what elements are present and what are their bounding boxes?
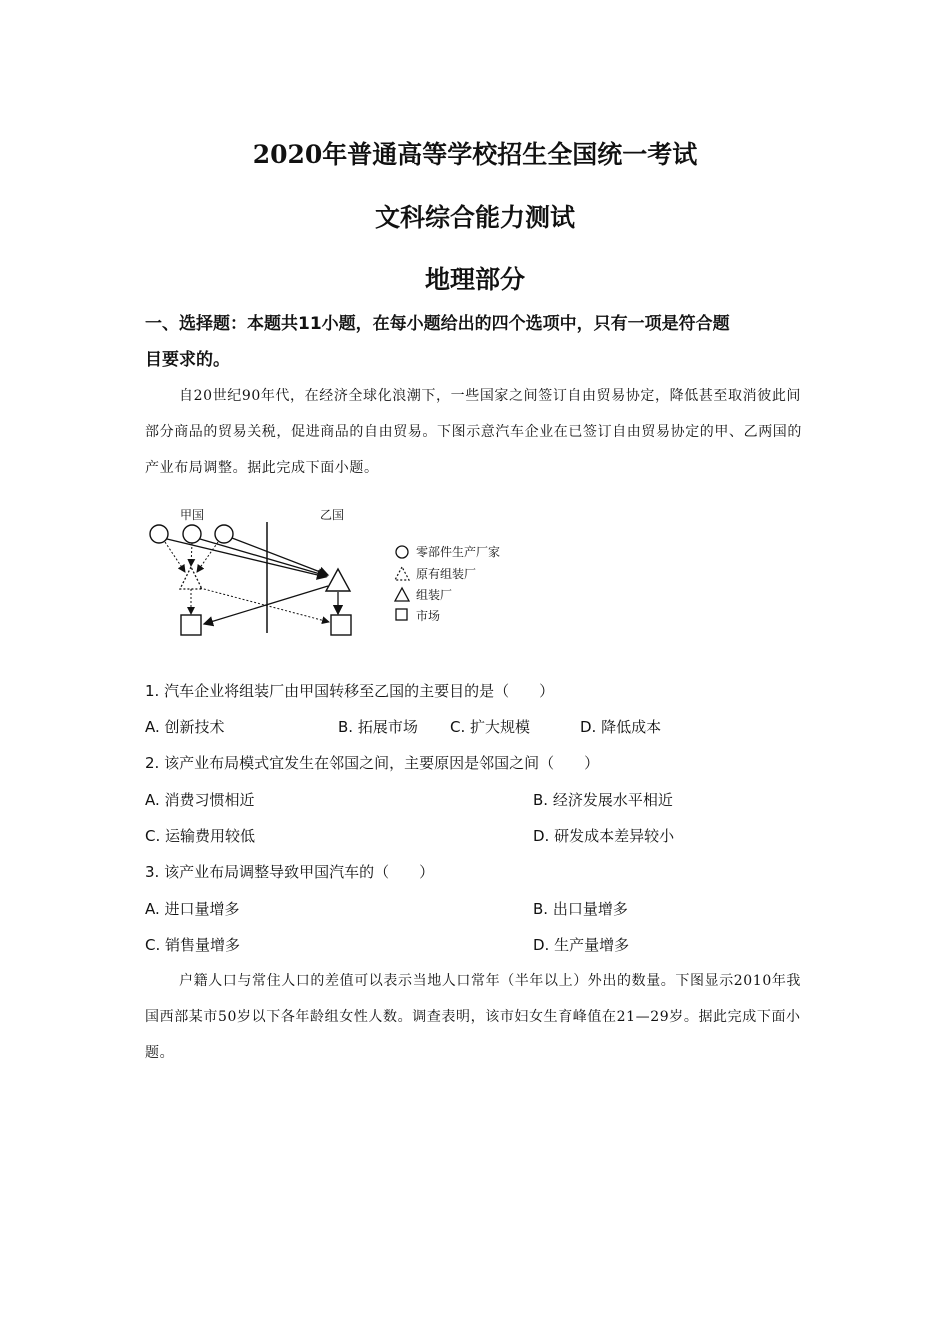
legend-old-plant: 原有组装厂: [416, 567, 477, 581]
question-1-option-d[interactable]: D. 降低成本: [580, 718, 662, 736]
country-b-label: 乙国: [320, 508, 345, 522]
section-heading-line2: 目要求的。: [145, 350, 230, 370]
question-2-stem: 2. 该产业布局模式宜发生在邻国之间，主要原因是邻国之间（ ）: [145, 754, 600, 772]
legend-plant: 组装厂: [416, 588, 453, 602]
flow-solid-3: [232, 538, 328, 575]
question-1-option-c[interactable]: C. 扩大规模: [450, 718, 531, 736]
passage-1: 自20世纪90年代，在经济全球化浪潮下，一些国家之间签订自由贸易协定，降低甚至取消彼此间部分商品的贸易关税，促进商品的自由贸易。下图示意汽车企业在已签订自由贸易协定的甲、乙两国的产业布局调整。据此完成下面小题。: [145, 388, 802, 476]
flow-solid-2: [200, 539, 327, 576]
question-1-option-a[interactable]: A. 创新技术: [145, 718, 225, 736]
flow-solid-4: [204, 586, 328, 624]
legend-market: 市场: [416, 609, 441, 623]
legend-triangle-icon: [395, 588, 409, 601]
parts-factory-2: [183, 525, 201, 543]
page-title: 2020年普通高等学校招生全国统一考试: [252, 140, 698, 169]
legend-circle-icon: [396, 546, 408, 558]
legend-dashed-triangle-icon: [395, 567, 409, 580]
section-heading-line1: 一、选择题：本题共11小题，在每小题给出的四个选项中，只有一项是符合题: [145, 314, 730, 334]
question-2-option-d[interactable]: D. 研发成本差异较小: [533, 827, 675, 845]
section-heading: [145, 306, 810, 378]
flow-dotted-2: [191, 543, 192, 566]
market-country-a: [181, 615, 201, 635]
legend-parts: 零部件生产厂家: [416, 545, 501, 559]
question-3-option-d[interactable]: D. 生产量增多: [533, 936, 630, 954]
question-1-stem: 1. 汽车企业将组装厂由甲国转移至乙国的主要目的是（ ）: [145, 682, 555, 700]
question-2-option-a[interactable]: A. 消费习惯相近: [145, 791, 255, 809]
market-country-b: [331, 615, 351, 635]
parts-factory-3: [215, 525, 233, 543]
question-3-option-c[interactable]: C. 销售量增多: [145, 936, 241, 954]
question-1-option-b[interactable]: B. 拓展市场: [338, 718, 418, 736]
industry-layout-diagram: [140, 500, 540, 650]
question-3-option-a[interactable]: A. 进口量增多: [145, 900, 240, 918]
section-title: 地理部分: [424, 265, 525, 294]
flow-dotted-1: [165, 542, 185, 572]
question-2-option-b[interactable]: B. 经济发展水平相近: [533, 791, 673, 809]
country-a-label: 甲国: [180, 508, 205, 522]
parts-factory-1: [150, 525, 168, 543]
passage-2: 户籍人口与常住人口的差值可以表示当地人口常年（半年以上）外出的数量。下图显示2010年我国西部某市50岁以下各年龄组女性人数。调查表明，该市妇女生育峰值在21—29岁。据此完成下面小题。: [145, 973, 802, 1061]
question-3-option-b[interactable]: B. 出口量增多: [533, 900, 628, 918]
flow-solid-1: [167, 539, 326, 577]
exam-subtitle: 文科综合能力测试: [374, 203, 575, 232]
question-3-stem: 3. 该产业布局调整导致甲国汽车的（ ）: [145, 863, 435, 881]
legend-square-icon: [396, 609, 407, 620]
question-2-option-c[interactable]: C. 运输费用较低: [145, 827, 256, 845]
assembly-plant: [326, 569, 350, 591]
